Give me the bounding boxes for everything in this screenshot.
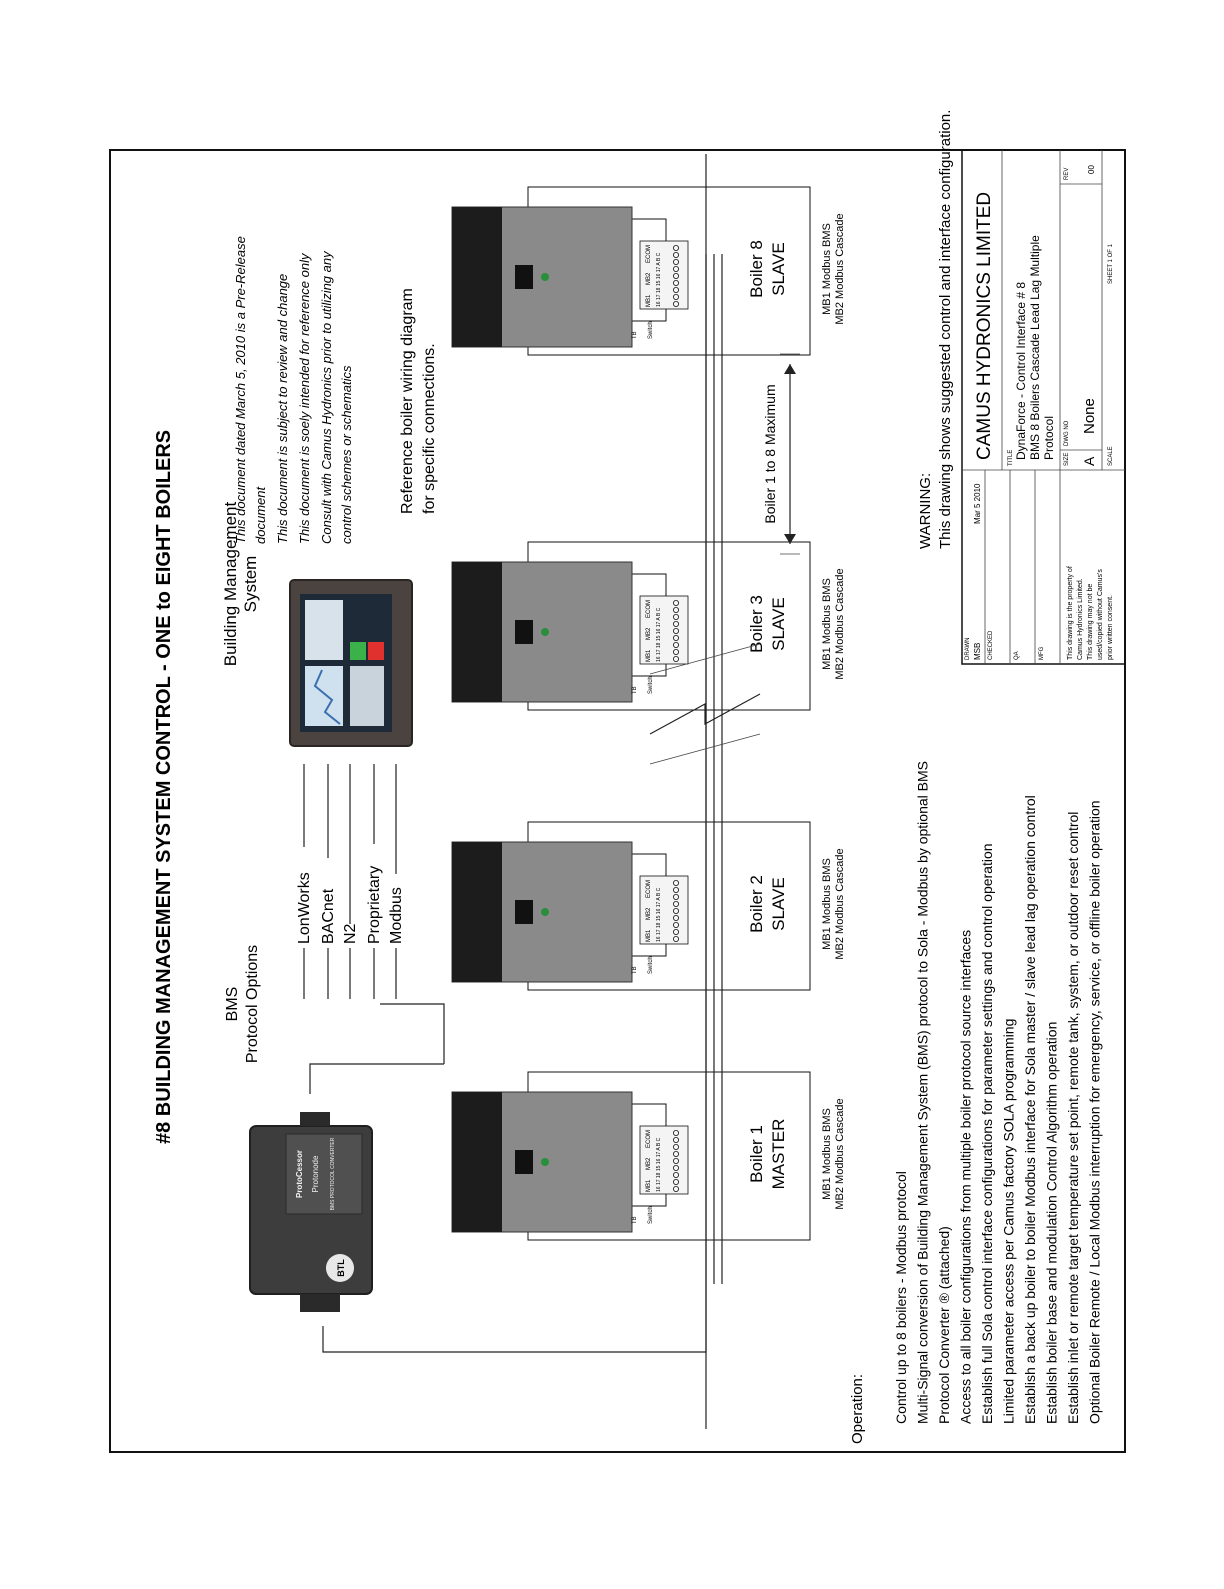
rev-label: REV xyxy=(1064,167,1070,180)
boiler-indicator xyxy=(541,908,549,916)
boiler-mb1-note: MB1 Modbus BMS xyxy=(821,858,833,950)
boiler-role: SLAVE xyxy=(769,877,788,931)
converter-brand: ProtoCessor xyxy=(295,1149,304,1199)
converter-modbus-lead xyxy=(380,1004,444,1064)
bms-label-2: System xyxy=(241,555,260,613)
qa-label: QA xyxy=(1014,651,1020,660)
drawing-title: #8 BUILDING MANAGEMENT SYSTEM CONTROL - ONE to EIGHT BOILERS xyxy=(153,429,175,1144)
converter-to-boiler1 xyxy=(310,1064,444,1094)
boiler-indicator xyxy=(541,1158,549,1166)
prerelease-line-4: This document is soely intended for reference only xyxy=(297,253,312,544)
protocol-n2: N2 xyxy=(342,923,359,944)
terminal-mb1-label: MB1 xyxy=(646,294,652,307)
operation-line: Control up to 8 boilers - Modbus protocol xyxy=(893,1171,909,1424)
boiler-unit xyxy=(452,542,846,710)
terminal-ecom-label: ECOM xyxy=(646,600,652,618)
operation-heading: Operation: xyxy=(849,1373,866,1444)
terminal-tb-label: TB xyxy=(632,331,638,339)
break-slash-2 xyxy=(650,734,760,764)
title-line-2: BMS 8 Boilers Cascade Lead Lag Multiple xyxy=(1028,235,1042,460)
title-label: TITLE xyxy=(1008,449,1014,466)
boiler-top-grille xyxy=(452,842,502,982)
terminal-mb2-label: MB2 xyxy=(646,1157,652,1170)
company-name: CAMUS HYDRONICS LIMITED xyxy=(974,191,995,460)
terminal-mb1-label: MB1 xyxy=(646,649,652,662)
btl-badge-text: BTL xyxy=(336,1259,346,1277)
operation-line: Multi-Signal conversion of Building Management System (BMS) protocol to Sola - Modbus by optional BMS xyxy=(914,761,931,1424)
boiler-display xyxy=(515,1150,533,1174)
terminal-ecom-label: ECOM xyxy=(646,245,652,263)
terminal-tb-label: TB xyxy=(632,1216,638,1224)
prerelease-line-3: This document is subject to review and change xyxy=(275,273,290,544)
prerelease-line-5: Consult with Camus Hydronics prior to utilizing any xyxy=(319,251,334,544)
boiler-display xyxy=(515,900,533,924)
prerelease-notes xyxy=(233,236,354,544)
dwg-label: DWG NO xyxy=(1064,420,1070,446)
terminal-switch-label: Switch xyxy=(648,956,654,974)
protocol-bacnet: BACnet xyxy=(320,888,337,944)
prerelease-line-2: document xyxy=(253,486,268,544)
terminal-switch-label: Switch xyxy=(648,1206,654,1224)
terminal-ecom-label: ECOM xyxy=(646,880,652,898)
boiler-mb2-note: MB2 Modbus Cascade xyxy=(834,848,846,960)
operation-line: Access to all boiler configurations from multiple boiler protocol source interfaces xyxy=(957,929,974,1424)
boiler-mb2-note: MB2 Modbus Cascade xyxy=(834,1098,846,1210)
operation-line: Establish full Sola control interface configurations for parameter settings and control operation xyxy=(979,843,995,1424)
terminal-mb1-label: MB1 xyxy=(646,1179,652,1192)
range-dimension xyxy=(762,354,800,554)
operation-line: Establish inlet or remote target temperature set point, remote tank, system, or outdoor reset control xyxy=(1065,811,1081,1424)
boiler-mb1-note: MB1 Modbus BMS xyxy=(821,578,833,670)
boiler-mb1-note: MB1 Modbus BMS xyxy=(821,223,833,315)
terminal-pins-label: 16 17 18 15 16 17 A B C xyxy=(656,252,662,307)
boiler-name: Boiler 2 xyxy=(747,875,766,933)
terminal-pins-label: 16 17 18 15 16 17 A B C xyxy=(656,887,662,942)
property-note-2: Camus Hydronics Limited. xyxy=(1077,578,1084,660)
protocol-proprietary: Proprietary xyxy=(366,865,383,944)
boiler-mb1-note: MB1 Modbus BMS xyxy=(821,1108,833,1200)
warning-text: This drawing shows suggested control and interface configuration. xyxy=(937,109,954,549)
size-label: SIZE xyxy=(1064,452,1070,466)
converter-line2: BMS PROTOCOL CONVERTER xyxy=(330,1137,336,1211)
operation-line: Establish a back up boiler to boiler Modbus interface for Sola master / slave lead lag operation control xyxy=(1022,795,1038,1424)
property-note-4: used/copied without Camus's xyxy=(1097,569,1104,660)
protocol-modbus: Modbus xyxy=(388,887,405,944)
boiler-display xyxy=(515,620,533,644)
bms-touchscreen-icon xyxy=(290,580,412,746)
boiler-display xyxy=(515,265,533,289)
title-line-1: DynaForce - Control Interface # 8 xyxy=(1014,281,1028,460)
range-arrow-right xyxy=(784,364,796,374)
boilers-group xyxy=(452,187,846,1240)
boiler-name: Boiler 1 xyxy=(747,1125,766,1183)
title-block xyxy=(962,150,1125,664)
boiler-mb2-note: MB2 Modbus Cascade xyxy=(834,568,846,680)
bms-screen-green-button xyxy=(350,642,366,660)
reference-note-1: Reference boiler wiring diagram xyxy=(399,288,416,514)
mfg-label: MFG xyxy=(1039,646,1045,660)
bms-screen-panel xyxy=(305,600,343,660)
operation-line: Limited parameter access per Camus factory SOLA programming xyxy=(1000,1018,1017,1424)
terminal-pins-label: 16 17 18 15 16 17 A B C xyxy=(656,1137,662,1192)
prerelease-line-6: control schemes or schematics xyxy=(339,365,354,544)
boiler-unit xyxy=(452,1072,846,1240)
protocol-converter-icon xyxy=(250,1112,372,1312)
terminal-mb2-label: MB2 xyxy=(646,627,652,640)
boiler-role: SLAVE xyxy=(769,597,788,651)
boiler-role: SLAVE xyxy=(769,242,788,296)
property-note-3: This drawing may not be xyxy=(1087,583,1094,660)
converter-terminal-left xyxy=(300,1294,340,1312)
terminal-mb2-label: MB2 xyxy=(646,907,652,920)
terminal-pins-label: 16 17 18 15 16 17 A B C xyxy=(656,607,662,662)
break-symbol xyxy=(650,694,760,734)
date-value: Mar 5 2010 xyxy=(973,483,982,524)
boiler-unit xyxy=(452,187,846,355)
rev-value: 00 xyxy=(1087,165,1096,174)
bms-screen-red-button xyxy=(368,642,384,660)
boiler-indicator xyxy=(541,628,549,636)
prerelease-line-1: This document dated March 5, 2010 is a Pre-Release xyxy=(233,236,248,544)
terminal-mb1-label: MB1 xyxy=(646,929,652,942)
bms-screen-graph-pane xyxy=(305,666,343,726)
terminal-switch-label: Switch xyxy=(648,321,654,339)
boiler-top-grille xyxy=(452,562,502,702)
title-line-3: Protocol xyxy=(1042,415,1056,460)
bms-label-1: Building Management xyxy=(221,501,240,667)
boiler-name: Boiler 8 xyxy=(747,240,766,298)
sheet-label: SHEET 1 OF 1 xyxy=(1108,244,1114,284)
operation-line: Establish boiler base and modulation Control Algorithm operation xyxy=(1043,1021,1060,1424)
warning-heading: WARNING: xyxy=(917,472,934,549)
range-label: Boiler 1 to 8 Maximum xyxy=(762,384,778,524)
dwg-value: None xyxy=(1081,398,1098,434)
landscape-drawing xyxy=(110,110,1125,1452)
boiler-indicator xyxy=(541,273,549,281)
property-note-5: prior written consent. xyxy=(1107,595,1114,660)
terminal-tb-label: TB xyxy=(632,966,638,974)
size-value: A xyxy=(1081,456,1097,466)
converter-terminal-right xyxy=(300,1112,330,1126)
checked-label: CHECKED xyxy=(988,630,994,660)
operation-line: Optional Boiler Remote / Local Modbus interruption for emergency, service, or offline boiler operation xyxy=(1086,800,1103,1424)
terminal-mb2-label: MB2 xyxy=(646,272,652,285)
protocol-options xyxy=(296,764,405,999)
boiler-top-grille xyxy=(452,1092,502,1232)
boiler-top-grille xyxy=(452,207,502,347)
converter-line1: Protonode xyxy=(311,1155,320,1193)
drawn-value: MSB xyxy=(973,642,982,660)
drawn-label: DRAWN xyxy=(965,637,971,660)
bms-protocol-heading-2: Protocol Options xyxy=(244,944,261,1064)
terminal-ecom-label: ECOM xyxy=(646,1130,652,1148)
property-note-1: This drawing is the property of xyxy=(1067,566,1074,660)
operation-line: Protocol Converter ® (attached) xyxy=(936,1226,952,1424)
operation-lines xyxy=(893,761,1103,1424)
bms-protocol-heading-1: BMS xyxy=(224,986,241,1022)
bms-screen-gauge-pane xyxy=(350,666,384,726)
terminal-tb-label: TB xyxy=(632,686,638,694)
terminal-switch-label: Switch xyxy=(648,676,654,694)
scale-label: SCALE xyxy=(1108,446,1114,466)
boiler-unit xyxy=(452,822,846,990)
protocol-lonworks: LonWorks xyxy=(296,872,313,944)
boiler-mb2-note: MB2 Modbus Cascade xyxy=(834,213,846,325)
reference-note-2: for specific connections. xyxy=(421,343,438,514)
boiler-role: MASTER xyxy=(769,1118,788,1190)
boiler-name: Boiler 3 xyxy=(747,595,766,653)
